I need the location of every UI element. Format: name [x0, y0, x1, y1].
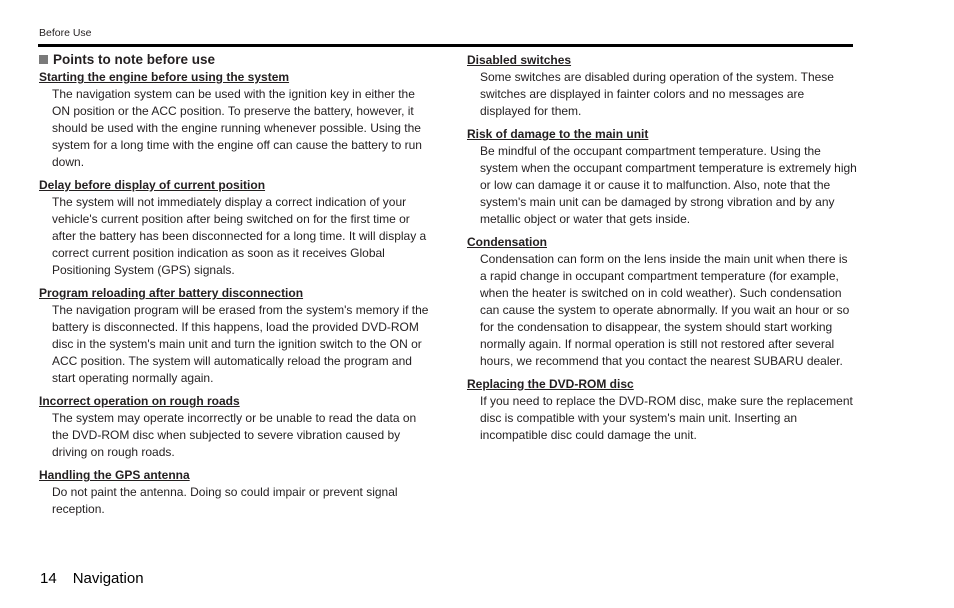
footer-section-name: Navigation: [72, 570, 144, 587]
topic-damage-risk: [467, 126, 857, 228]
topic-body: Be mindful of the occupant compartment temperature. Using the system when the occupant compartment temperature is extremely high or low can damage it or cause it to malfunction. Also, note that the system's main unit can be damaged by strong vibration and by any metallic object or water that gets inside.: [480, 144, 857, 226]
topic-body: If you need to replace the DVD-ROM disc, make sure the replacement disc is compatible with your system's main unit. Inserting an incompatible disc could damage the unit.: [480, 394, 853, 442]
right-column: [467, 52, 857, 450]
square-bullet-icon: [39, 55, 48, 64]
topic-heading: Incorrect operation on rough roads: [39, 394, 240, 408]
topic-heading: Disabled switches: [467, 53, 572, 67]
topic-heading: Condensation: [467, 235, 547, 249]
topic-disabled-switches: [467, 52, 857, 120]
section-title: [39, 52, 429, 67]
running-header: Before Use: [39, 27, 92, 39]
topic-heading: Delay before display of current position: [39, 178, 266, 192]
topic-body: Some switches are disabled during operation of the system. These switches are displayed in fainter colors and no messages are displayed for them.: [480, 70, 834, 118]
topic-gps-antenna: [39, 467, 429, 518]
topic-replacing-disc: [467, 376, 857, 444]
topic-body: Condensation can form on the lens inside the main unit when there is a rapid change in occupant compartment temperature (for example, when the heater is switched on in cold weather). Such condensation can cause the system to operate abnormally. If you wait an hour or so for the condensation to disappear, the system should start working normally again. If normal operation is still not restored after several hours, we recommend that you contact the nearest SUBARU dealer.: [480, 252, 850, 368]
topic-heading: Starting the engine before using the system: [39, 70, 290, 84]
section-title-text: Points to note before use: [53, 52, 216, 67]
page-footer: [40, 570, 144, 587]
topic-body: The system may operate incorrectly or be unable to read the data on the DVD-ROM disc when subjected to severe vibration caused by driving on rough roads.: [52, 411, 417, 459]
topic-rough-roads: [39, 393, 429, 461]
topic-heading: Program reloading after battery disconnection: [39, 286, 304, 300]
header-rule: [38, 44, 853, 47]
topic-program-reloading: [39, 285, 429, 387]
topic-heading: Handling the GPS antenna: [39, 468, 190, 482]
left-column: [39, 52, 429, 524]
page-number: 14: [40, 570, 57, 587]
topic-body: The system will not immediately display a correct indication of your vehicle's current position after being switched on for the first time or after the battery has been disconnected for a long time. It will display a correct current position indication as soon as it receives Global Positioning System (GPS) signals.: [52, 195, 427, 277]
topic-body: Do not paint the antenna. Doing so could impair or prevent signal reception.: [52, 485, 398, 516]
topic-body: The navigation program will be erased from the system's memory if the battery is disconnected. If this happens, load the provided DVD-ROM disc in the system's main unit and turn the ignition switch to the ON or ACC position. The system will automatically reload the program and start operating normally again.: [52, 303, 429, 385]
topic-heading: Risk of damage to the main unit: [467, 127, 649, 141]
topic-starting-engine: [39, 69, 429, 171]
topic-condensation: [467, 234, 857, 370]
topic-heading: Replacing the DVD-ROM disc: [467, 377, 634, 391]
topic-position-delay: [39, 177, 429, 279]
topic-body: The navigation system can be used with the ignition key in either the ON position or the ACC position. To preserve the battery, however, it should be used with the engine running whenever possible. Using the system for a long time with the engine off can cause the battery to run down.: [52, 87, 422, 169]
